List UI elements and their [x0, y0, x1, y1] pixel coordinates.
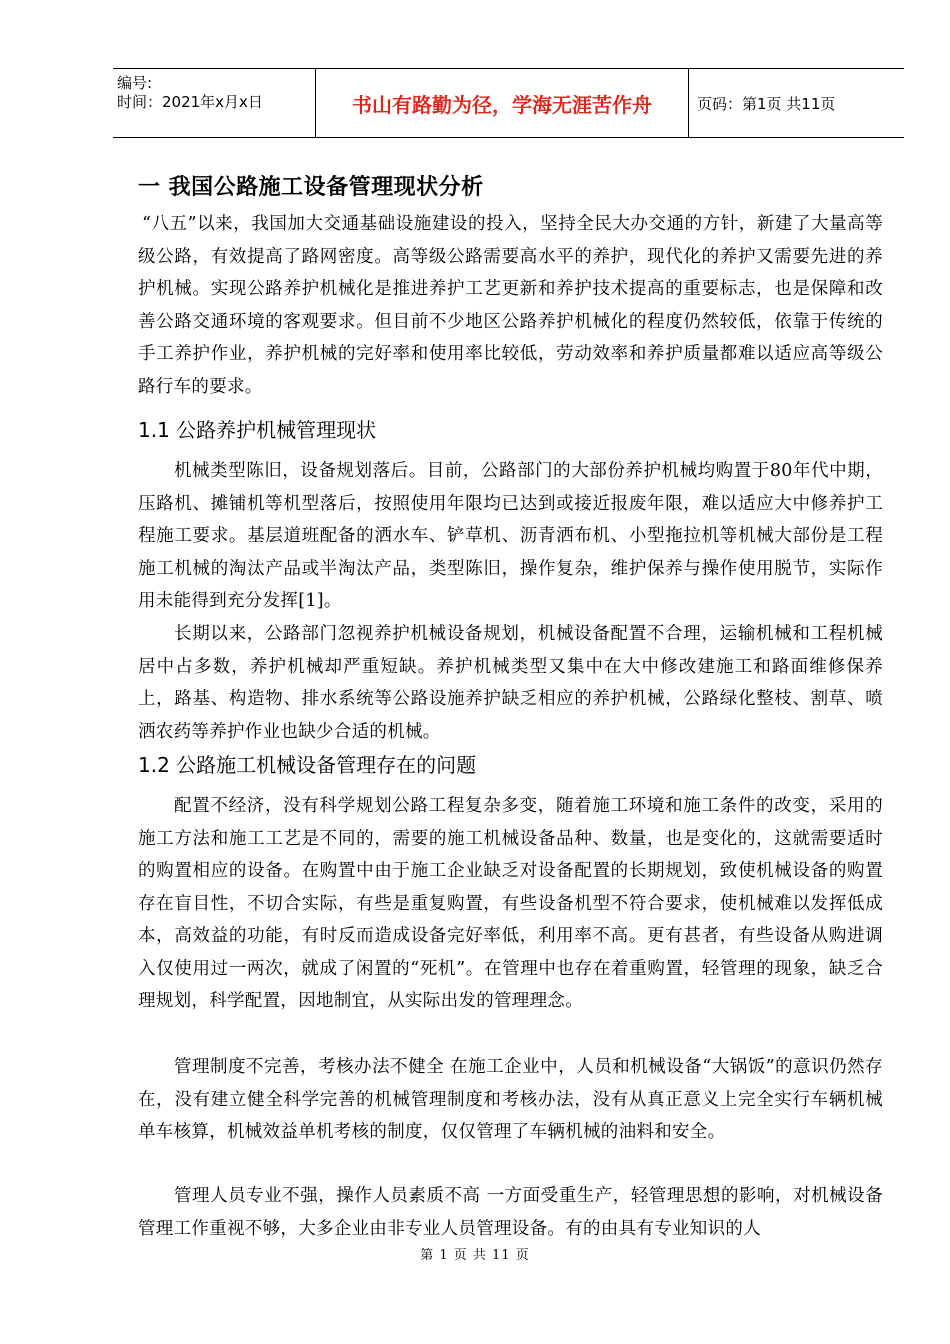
paragraph-equipment-planning: 长期以来，公路部门忽视养护机械设备规划，机械设备配置不合理，运输机械和工程机械居中占多数，养护机械却严重短缺。养护机械类型又集中在大中修改建施工和路面维修保养上，路基、构造物、排水系统等公路设施养护缺乏相应的养护机械，公路绿化整枝、割草、喷洒农药等养护作业也缺少合适的机械。: [138, 624, 883, 742]
section-title-1-2: 1.2 公路施工机械设备管理存在的问题: [138, 753, 477, 777]
page-footer: 第 1 页 共 11 页: [420, 1248, 530, 1263]
paragraph-personnel-quality: 管理人员专业不强，操作人员素质不高 一方面受重生产，轻管理思想的影响，对机械设备管理工作重视不够，大多企业由非专业人员管理设备。有的由具有专业知识的人: [138, 1186, 883, 1239]
paragraph-management-system: 管理制度不完善，考核办法不健全 在施工企业中，人员和机械设备“大锅饭”的意识仍然存在，没有建立健全科学完善的机械管理制度和考核办法，没有从真正意义上完全实行车辆机械单车核算，机械效益单机考核的制度，仅仅管理了车辆机械的油料和安全。: [138, 1057, 883, 1142]
header-meta: [113, 69, 315, 137]
page-header: [113, 68, 904, 138]
section-title-1: 一 我国公路施工设备管理现状分析: [138, 175, 484, 200]
paragraph-equipment-outdated: 机械类型陈旧，设备规划落后。目前，公路部门的大部份养护机械均购置于80年代中期，压路机、摊铺机等机型落后，按照使用年限均已达到或接近报废年限，难以适应大中修养护工程施工要求。基层道班配备的洒水车、铲草机、沥青洒布机、小型拖拉机等机械大部份是工程施工机械的淘汰产品或半淘汰产品，类型陈旧，操作复杂，维护保养与操作使用脱节，实际作用未能得到充分发挥[1]。: [138, 461, 883, 611]
paragraph-intro: “八五”以来，我国加大交通基础设施建设的投入，坚持全民大办交通的方针，新建了大量高等级公路，有效提高了路网密度。高等级公路需要高水平的养护，现代化的养护又需要先进的养护机械。实现公路养护机械化是推进养护工艺更新和养护技术提高的重要标志，也是保障和改善公路交通环境的客观要求。但目前不少地区公路养护机械化的程度仍然较低，依靠于传统的手工养护作业，养护机械的完好率和使用率比较低，劳动效率和养护质量都难以适应高等级公路行车的要求。: [138, 214, 883, 397]
document-time-label: 时间：2021年x月x日: [117, 93, 263, 111]
document-number-label: 编号:: [117, 74, 153, 92]
header-page-info: 页码：第1页 共11页: [697, 94, 836, 113]
header-motto: 书山有路勤为径，学海无涯苦作舟: [352, 92, 652, 117]
header-divider: [688, 69, 689, 137]
section-title-1-1: 1.1 公路养护机械管理现状: [138, 418, 377, 442]
paragraph-configuration-issues: 配置不经济，没有科学规划公路工程复杂多变，随着施工环境和施工条件的改变，采用的施工方法和施工工艺是不同的，需要的施工机械设备品种、数量，也是变化的，这就需要适时的购置相应的设备。在购置中由于施工企业缺乏对设备配置的长期规划，致使机械设备的购置存在盲目性，不切合实际，有些是重复购置，有些设备机型不符合要求，使机械难以发挥低成本，高效益的功能，有时反而造成设备完好率低，利用率不高。更有甚者，有些设备从购进调入仅使用过一两次，就成了闲置的“死机”。在管理中也存在着重购置，轻管理的现象，缺乏合理规划，科学配置，因地制宜，从实际出发的管理理念。: [138, 796, 883, 1011]
